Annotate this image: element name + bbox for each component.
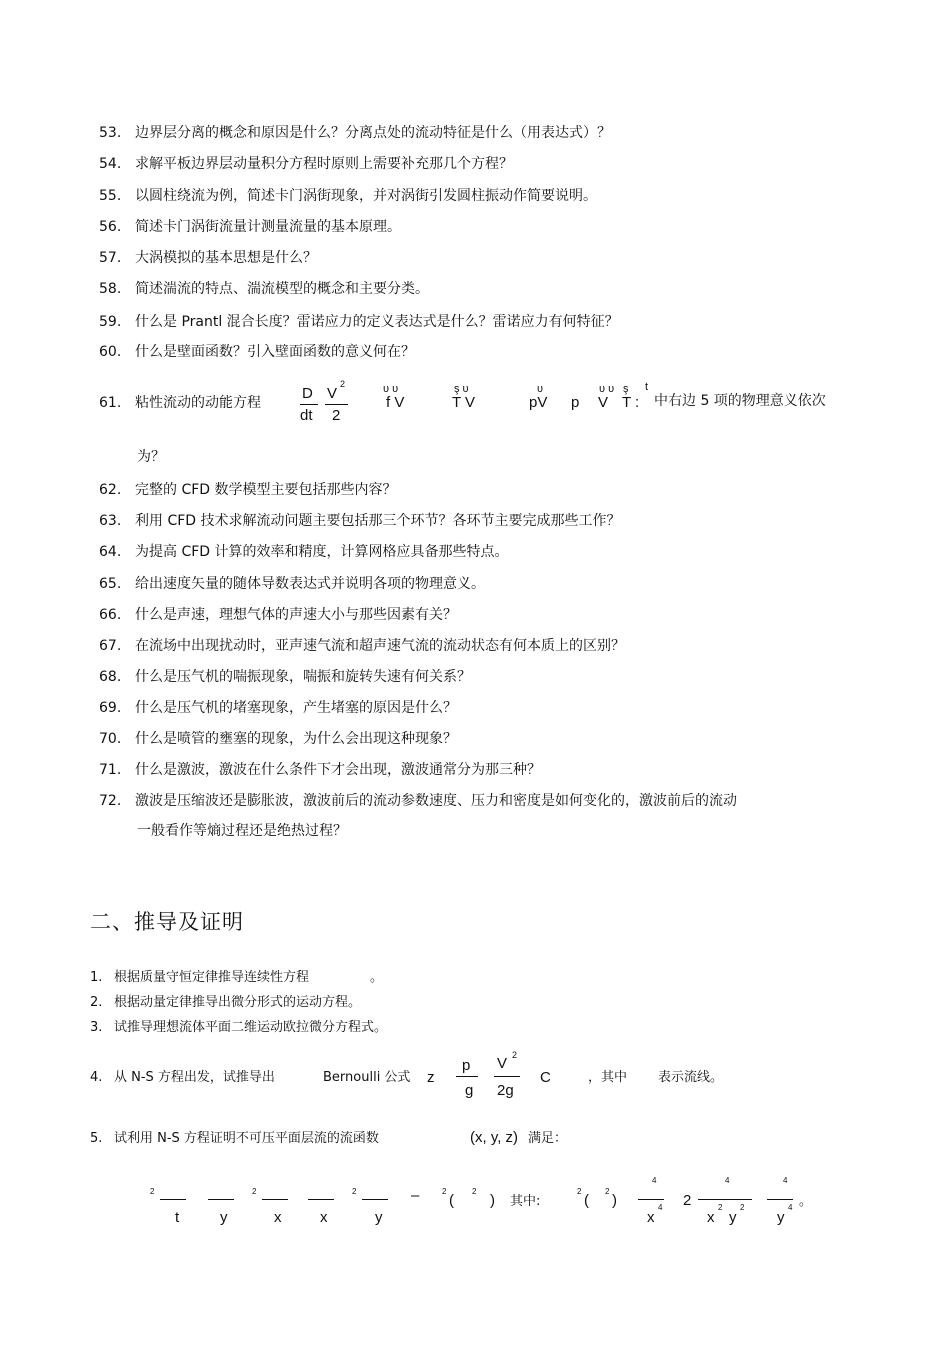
derivation-1 xyxy=(90,970,309,986)
question-text: 简述卡门涡街流量计测量流量的基本原理。 xyxy=(135,219,401,235)
eq-superscript: 2 xyxy=(718,1203,723,1212)
eq-superscript: 2 xyxy=(512,1050,518,1060)
question-number: 60. xyxy=(99,344,122,360)
eq-vector-mark: υ xyxy=(537,383,544,395)
derivation-number: 3. xyxy=(90,1020,103,1035)
question-number: 68. xyxy=(99,669,122,685)
derivation-5-tail: 满足： xyxy=(528,1131,568,1146)
question-number: 62. xyxy=(99,482,122,498)
question-text: 激波是压缩波还是膨胀波，激波前后的流动参数速度、压力和密度是如何变化的，激波前后的流动 xyxy=(135,793,737,809)
eq-fraction-bar xyxy=(362,1199,388,1200)
question-text: 在流场中出现扰动时，亚声速气流和超声速气流的流动状态有何本质上的区别？ xyxy=(135,638,625,654)
question-number: 65. xyxy=(99,576,122,592)
eq-superscript: 4 xyxy=(658,1203,663,1212)
eq-y: y xyxy=(777,1209,785,1226)
question-72 xyxy=(99,792,737,810)
eq-coefficient: 2 xyxy=(683,1192,692,1209)
eq-dt: dt xyxy=(300,407,313,424)
derivation-4 xyxy=(90,1070,275,1086)
eq-term-3: pV xyxy=(529,394,548,411)
stream-function-args: (x, y, z) xyxy=(470,1129,519,1146)
question-text: 以圆柱绕流为例，简述卡门涡街现象，并对涡街引发圆柱振动作简要说明。 xyxy=(135,188,597,204)
question-number: 58. xyxy=(99,281,122,297)
eq-superscript: 4 xyxy=(788,1203,793,1212)
eq-paren: ) xyxy=(612,1192,617,1209)
question-68 xyxy=(99,668,471,686)
eq-y: y xyxy=(220,1209,228,1226)
question-number: 70. xyxy=(99,731,122,747)
question-number: 66. xyxy=(99,607,122,623)
question-text: 什么是壁面函数？引入壁面函数的意义何在？ xyxy=(135,344,415,360)
question-61 xyxy=(99,394,261,412)
derivation-text: 根据动量定律推导出微分形式的运动方程。 xyxy=(114,995,362,1010)
eq-x: x xyxy=(320,1209,328,1226)
derivation-number: 5. xyxy=(90,1131,103,1146)
question-70 xyxy=(99,730,457,748)
question-text: 什么是 Prantl 混合长度？雷诺应力的定义表达式是什么？雷诺应力有何特征？ xyxy=(135,314,619,330)
question-number: 72. xyxy=(99,793,122,809)
eq-fraction-bar xyxy=(300,404,318,405)
eq-fraction-bar xyxy=(208,1199,234,1200)
question-number: 71. xyxy=(99,762,122,778)
derivation-text: 根据质量守恒定律推导连续性方程 xyxy=(114,970,310,985)
question-text: 什么是激波，激波在什么条件下才会出现，激波通常分为那三种？ xyxy=(135,762,541,778)
eq-vector-mark: ş υ xyxy=(454,383,469,395)
eq-term-2: T V xyxy=(452,394,476,411)
question-text: 大涡模拟的基本思想是什么？ xyxy=(135,250,317,266)
eq-paren: ) xyxy=(490,1192,495,1209)
eq-superscript: 2 xyxy=(150,1187,155,1196)
eq-x: x xyxy=(274,1209,282,1226)
question-text: 粘性流动的动能方程 xyxy=(135,395,261,411)
eq-paren: ( xyxy=(584,1192,589,1209)
question-63 xyxy=(99,512,621,530)
question-number: 57. xyxy=(99,250,122,266)
eq-superscript: 4 xyxy=(783,1176,788,1185)
derivation-text: 从 N-S 方程出发，试推导出 xyxy=(114,1070,275,1085)
eq-superscript: 2 xyxy=(340,379,346,389)
question-57 xyxy=(99,249,317,267)
eq-superscript: 2 xyxy=(352,1187,357,1196)
eq-term-6: T : xyxy=(622,394,640,411)
question-64 xyxy=(99,543,509,561)
question-number: 63. xyxy=(99,513,122,529)
derivation-text: 试推导理想流体平面二维运动欧拉微分方程式。 xyxy=(114,1020,388,1035)
eq-fraction-bar xyxy=(262,1199,288,1200)
derivation-text: 试利用 N-S 方程证明不可压平面层流的流函数 xyxy=(114,1131,379,1146)
question-number: 64. xyxy=(99,544,122,560)
eq-vector-mark: ş xyxy=(623,383,629,395)
eq-term-4: p xyxy=(571,394,580,411)
eq-superscript: 2 xyxy=(472,1187,477,1196)
eq-term-1: f V xyxy=(386,394,405,411)
question-text: 边界层分离的概念和原因是什么？分离点处的流动特征是什么（用表达式）？ xyxy=(135,125,611,141)
eq-dash: – xyxy=(411,1187,420,1204)
derivation-4-tail-b: 表示流线。 xyxy=(658,1070,724,1085)
question-62 xyxy=(99,481,397,499)
question-55 xyxy=(99,187,597,205)
eq-paren: ( xyxy=(449,1192,454,1209)
question-number: 56. xyxy=(99,219,122,235)
where-label: 其中: xyxy=(510,1194,541,1209)
eq-y: y xyxy=(375,1209,383,1226)
eq-x: x xyxy=(647,1209,655,1226)
derivation-3 xyxy=(90,1020,387,1036)
eq-x: x xyxy=(707,1209,715,1226)
eq-fraction-bar xyxy=(456,1076,478,1077)
eq-superscript: 4 xyxy=(652,1176,657,1185)
question-text: 什么是声速，理想气体的声速大小与那些因素有关？ xyxy=(135,607,457,623)
eq-superscript: 2 xyxy=(577,1187,582,1196)
eq-vector-mark: υ υ xyxy=(599,383,615,395)
derivation-5 xyxy=(90,1131,379,1147)
question-number: 67. xyxy=(99,638,122,654)
eq-end: 。 xyxy=(799,1194,813,1209)
question-number: 55. xyxy=(99,188,122,204)
eq-p: p xyxy=(462,1057,471,1074)
eq-fraction-bar xyxy=(160,1199,186,1200)
question-71 xyxy=(99,761,541,779)
question-text: 给出速度矢量的随体导数表达式并说明各项的物理意义。 xyxy=(135,576,485,592)
question-69 xyxy=(99,699,457,717)
question-67 xyxy=(99,637,625,655)
question-65 xyxy=(99,575,485,593)
eq-two: 2 xyxy=(332,407,341,424)
eq-superscript: 2 xyxy=(252,1187,257,1196)
eq-fraction-bar xyxy=(494,1076,520,1077)
bernoulli-label: Bernoulli 公式 xyxy=(323,1070,411,1085)
question-60 xyxy=(99,343,415,361)
question-text: 完整的 CFD 数学模型主要包括那些内容？ xyxy=(135,482,397,498)
question-number: 54. xyxy=(99,156,122,172)
section-heading: 二、推导及证明 xyxy=(90,910,244,934)
question-58 xyxy=(99,280,429,298)
derivation-4-tail-a: ，其中 xyxy=(588,1070,628,1085)
question-text: 什么是压气机的堵塞现象，产生堵塞的原因是什么？ xyxy=(135,700,457,716)
question-number: 69. xyxy=(99,700,122,716)
eq-C: C xyxy=(540,1069,551,1086)
question-54 xyxy=(99,155,513,173)
question-number: 59. xyxy=(99,314,122,330)
eq-fraction-bar xyxy=(325,404,348,405)
question-text: 利用 CFD 技术求解流动问题主要包括那三个环节？各环节主要完成那些工作？ xyxy=(135,513,621,529)
eq-fraction-bar xyxy=(638,1199,664,1200)
eq-vector-mark: υ υ xyxy=(383,383,399,395)
eq-superscript: 2 xyxy=(740,1203,745,1212)
question-56 xyxy=(99,218,401,236)
eq-y: y xyxy=(729,1209,737,1226)
question-53 xyxy=(99,124,611,142)
question-66 xyxy=(99,606,457,624)
eq-vector-mark: t xyxy=(645,381,649,393)
question-text: 为提高 CFD 计算的效率和精度，计算网格应具备那些特点。 xyxy=(135,544,509,560)
eq-term-5: V xyxy=(598,394,609,411)
question-61-continuation: 为？ xyxy=(137,449,165,465)
derivation-number: 1. xyxy=(90,970,103,985)
eq-fraction-bar xyxy=(698,1199,752,1200)
question-number: 61. xyxy=(99,395,122,411)
question-72-continuation: 一般看作等熵过程还是绝热过程？ xyxy=(137,823,347,839)
question-text: 什么是压气机的喘振现象，喘振和旋转失速有何关系？ xyxy=(135,669,471,685)
eq-superscript: 4 xyxy=(725,1176,730,1185)
eq-V: V xyxy=(497,1055,508,1072)
derivation-number: 2. xyxy=(90,995,103,1010)
eq-t: t xyxy=(175,1209,180,1226)
question-text: 简述湍流的特点、湍流模型的概念和主要分类。 xyxy=(135,281,429,297)
eq-D: D xyxy=(302,385,313,402)
eq-superscript: 2 xyxy=(442,1187,447,1196)
derivation-number: 4. xyxy=(90,1070,103,1085)
eq-superscript: 2 xyxy=(605,1187,610,1196)
question-text: 什么是喷管的壅塞的现象，为什么会出现这种现象？ xyxy=(135,731,457,747)
derivation-2 xyxy=(90,995,361,1011)
question-text: 求解平板边界层动量积分方程时原则上需要补充那几个方程？ xyxy=(135,156,513,172)
question-number: 53. xyxy=(99,125,122,141)
eq-V: V xyxy=(327,385,338,402)
eq-2g: 2g xyxy=(497,1082,514,1099)
question-59 xyxy=(99,313,619,331)
eq-z: z xyxy=(427,1069,435,1086)
eq-fraction-bar xyxy=(767,1199,793,1200)
eq-fraction-bar xyxy=(308,1199,334,1200)
question-61-tail: 中右边 5 项的物理意义依次 xyxy=(654,393,826,409)
derivation-1-tail: 。 xyxy=(370,970,384,985)
eq-g: g xyxy=(465,1082,474,1099)
